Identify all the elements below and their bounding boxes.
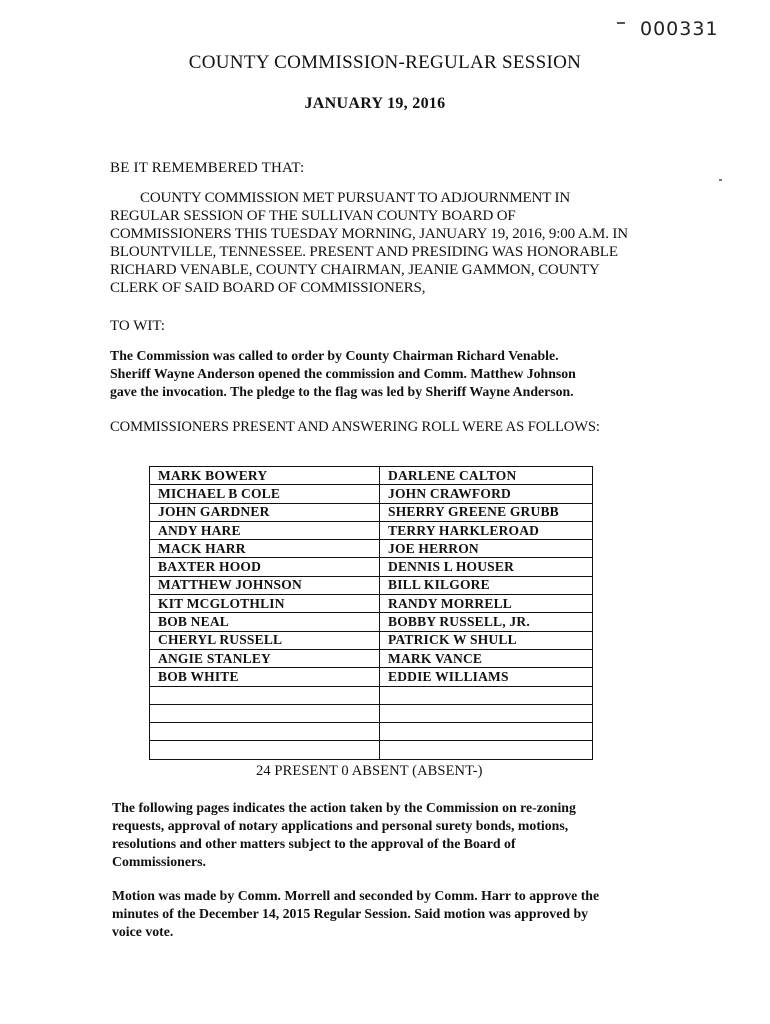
commissioner-name: JOE HERRON: [380, 540, 593, 558]
empty-cell: [380, 704, 593, 722]
empty-cell: [150, 686, 380, 704]
table-row: [150, 613, 593, 631]
preamble-line: RICHARD VENABLE, COUNTY CHAIRMAN, JEANIE GAMMON, COUNTY: [110, 262, 600, 278]
preamble-line: REGULAR SESSION OF THE SULLIVAN COUNTY BOARD OF: [110, 208, 516, 224]
commissioner-name: BOB WHITE: [150, 668, 380, 686]
table-row: [150, 631, 593, 649]
commissioner-name: DENNIS L HOUSER: [380, 558, 593, 576]
roll-heading: COMMISSIONERS PRESENT AND ANSWERING ROLL WERE AS FOLLOWS:: [110, 419, 600, 435]
to-wit: TO WIT:: [110, 318, 165, 334]
table-row: [150, 521, 593, 539]
table-row-empty: [150, 723, 593, 741]
commissioner-name: TERRY HARKLEROAD: [380, 521, 593, 539]
commissioner-name: MACK HARR: [150, 540, 380, 558]
commissioner-name: PATRICK W SHULL: [380, 631, 593, 649]
commissioner-name: EDDIE WILLIAMS: [380, 668, 593, 686]
preamble-line: COMMISSIONERS THIS TUESDAY MORNING, JANUARY 19, 2016, 9:00 A.M. IN: [110, 226, 628, 242]
table-row: [150, 558, 593, 576]
table-row: [150, 576, 593, 594]
commissioner-name: BAXTER HOOD: [150, 558, 380, 576]
commissioner-name: BILL KILGORE: [380, 576, 593, 594]
attendance-summary: 24 PRESENT 0 ABSENT (ABSENT-): [256, 763, 483, 779]
table-row: [150, 595, 593, 613]
table-row: [150, 668, 593, 686]
table-row: [150, 503, 593, 521]
table-row-empty: [150, 741, 593, 759]
page-number: 000331: [640, 18, 719, 40]
table-row: [150, 485, 593, 503]
motion-paragraph: [112, 887, 652, 941]
scan-mark: [617, 22, 625, 24]
session-date: JANUARY 19, 2016: [304, 95, 446, 112]
empty-cell: [150, 704, 380, 722]
preamble-line: COUNTY COMMISSION MET PURSUANT TO ADJOURNMENT IN: [140, 190, 571, 206]
commissioner-name: SHERRY GREENE GRUBB: [380, 503, 593, 521]
empty-cell: [150, 723, 380, 741]
commissioner-name: ANDY HARE: [150, 521, 380, 539]
preamble-paragraph: [110, 189, 650, 297]
commissioner-name: ANGIE STANLEY: [150, 649, 380, 667]
motion-line: voice vote.: [112, 924, 174, 939]
empty-cell: [380, 741, 593, 759]
table-row-empty: [150, 704, 593, 722]
empty-cell: [150, 741, 380, 759]
preamble-line: CLERK OF SAID BOARD OF COMMISSIONERS,: [110, 280, 426, 296]
commissioner-name: MATTHEW JOHNSON: [150, 576, 380, 594]
call-to-order-line: The Commission was called to order by County Chairman Richard Venable.: [110, 348, 559, 363]
call-to-order-line: Sheriff Wayne Anderson opened the commission and Comm. Matthew Johnson: [110, 366, 576, 381]
empty-cell: [380, 723, 593, 741]
commissioner-name: MARK BOWERY: [150, 467, 380, 485]
following-line: Commissioners.: [112, 854, 206, 869]
commissioner-name: CHERYL RUSSELL: [150, 631, 380, 649]
motion-line: minutes of the December 14, 2015 Regular Session. Said motion was approved by: [112, 906, 589, 921]
table-row: [150, 540, 593, 558]
roll-table: [149, 466, 593, 760]
commissioner-name: JOHN CRAWFORD: [380, 485, 593, 503]
commissioner-name: RANDY MORRELL: [380, 595, 593, 613]
be-it-remembered: BE IT REMEMBERED THAT:: [110, 160, 305, 176]
table-row: [150, 467, 593, 485]
scan-speck: [719, 179, 722, 181]
commissioner-name: DARLENE CALTON: [380, 467, 593, 485]
table-row-empty: [150, 686, 593, 704]
table-row: [150, 649, 593, 667]
following-line: resolutions and other matters subject to the approval of the Board of: [112, 836, 516, 851]
commissioner-name: MICHAEL B COLE: [150, 485, 380, 503]
page-title: COUNTY COMMISSION-REGULAR SESSION: [188, 52, 582, 73]
preamble-line: BLOUNTVILLE, TENNESSEE. PRESENT AND PRESIDING WAS HONORABLE: [110, 244, 618, 260]
following-line: The following pages indicates the action taken by the Commission on re-zoning: [112, 800, 576, 815]
following-pages-paragraph: [112, 799, 632, 871]
commissioner-name: BOBBY RUSSELL, JR.: [380, 613, 593, 631]
commissioner-name: MARK VANCE: [380, 649, 593, 667]
empty-cell: [380, 686, 593, 704]
following-line: requests, approval of notary applications and personal surety bonds, motions,: [112, 818, 569, 833]
commissioner-name: JOHN GARDNER: [150, 503, 380, 521]
commissioner-name: BOB NEAL: [150, 613, 380, 631]
call-to-order-line: gave the invocation. The pledge to the flag was led by Sheriff Wayne Anderson.: [110, 384, 574, 399]
commissioner-name: KIT MCGLOTHLIN: [150, 595, 380, 613]
call-to-order-paragraph: [110, 347, 630, 401]
motion-line: Motion was made by Comm. Morrell and seconded by Comm. Harr to approve the: [112, 888, 600, 903]
